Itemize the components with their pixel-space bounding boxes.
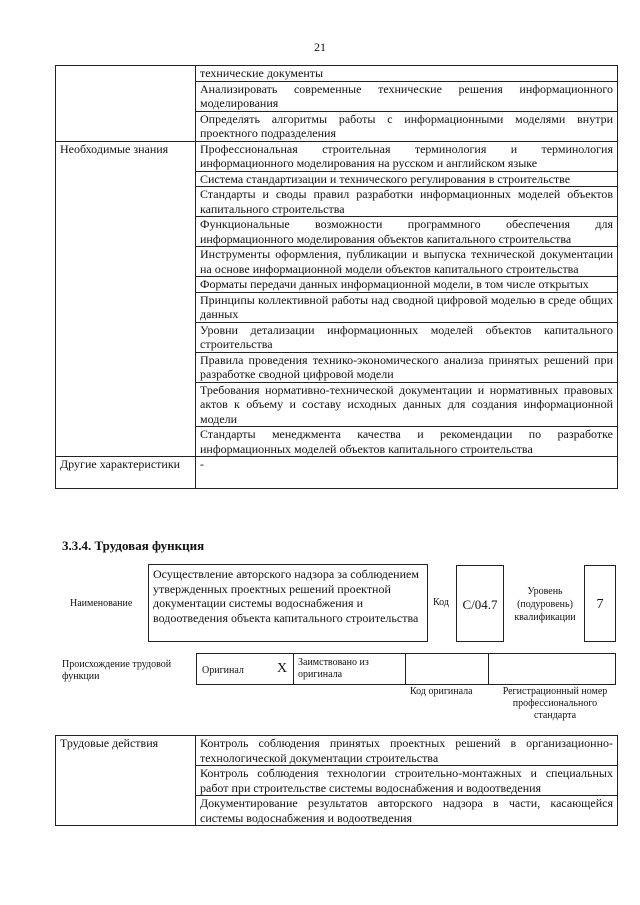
function-code: С/04.7: [456, 565, 504, 642]
original-cell: [196, 653, 294, 685]
borrowed-label: Заимствовано из оригинала: [298, 657, 369, 680]
action-item: Контроль соблюдения технологии строительно-монтажных и специальных работ при строительстве системы водоснабжения и водоотведения: [196, 766, 618, 796]
function-name: Осуществление авторского надзора за соблюдением утвержденных проектных решений проектной документации системы водоснабжения и водоотведения объекта капитального строительства: [148, 564, 428, 642]
knowledge-item: Инструменты оформления, публикации и выпуска технической документации на основе информационной модели объектов капитального строительства: [196, 247, 618, 277]
skill-item: Анализировать современные технические решения информационного моделирования: [196, 81, 618, 111]
knowledge-item: Система стандартизации и технического регулирования в строительстве: [196, 171, 618, 187]
knowledge-item: Требования нормативно-технической документации и нормативных правовых актов к объему и составу исходных данных для создания информационной модели: [196, 382, 618, 427]
actions-table: [55, 735, 618, 826]
original-mark: X: [277, 661, 288, 676]
knowledge-item: Уровни детализации информационных моделей объектов капитального строительства: [196, 322, 618, 352]
knowledge-item: Стандарты менеджмента качества и рекомендации по разработке информационных моделей объектов капитального строительства: [196, 427, 618, 457]
original-code-cell: [405, 653, 489, 685]
level-label: Уровень (подуровень) квалификации: [514, 586, 576, 623]
reg-number-cell: [488, 653, 616, 685]
borrowed-cell: [293, 653, 406, 685]
name-label: Наименование: [70, 598, 133, 609]
qualification-level: 7: [584, 565, 616, 642]
origin-label: Происхождение трудовой функции: [62, 659, 172, 682]
knowledge-table: [55, 65, 618, 489]
section-title: 3.3.4. Трудовая функция: [62, 538, 205, 553]
knowledge-item: Стандарты и своды правил разработки информационных моделей объектов капитального строительства: [196, 187, 618, 217]
other-characteristics-label: Другие характеристики: [56, 457, 196, 489]
row-label-continued: [56, 66, 196, 142]
code-label: Код: [433, 597, 449, 608]
original-label: Оригинал: [202, 665, 244, 676]
required-knowledge-label: Необходимые знания: [56, 141, 196, 457]
skill-item: Определять алгоритмы работы с информационными моделями внутри проектного подразделения: [196, 111, 618, 141]
knowledge-item: Правила проведения технико-экономического анализа принятых решений при разработке сводной цифровой модели: [196, 352, 618, 382]
action-item: Контроль соблюдения принятых проектных решений в организационно-технологической документации строительства: [196, 736, 618, 766]
reg-number-caption: Регистрационный номер профессионального стандарта: [502, 686, 608, 721]
action-item: Документирование результатов авторского надзора в части, касающейся системы водоснабжения и водоотведения: [196, 796, 618, 826]
page-number: 21: [314, 40, 326, 54]
work-actions-label: Трудовые действия: [56, 736, 196, 826]
other-characteristics-value: -: [196, 457, 618, 489]
skill-item: технические документы: [196, 66, 618, 82]
knowledge-item: Принципы коллективной работы над сводной цифровой моделью в среде общих данных: [196, 292, 618, 322]
knowledge-item: Профессиональная строительная терминология и терминология информационного моделирования на русском и английском языке: [196, 141, 618, 171]
knowledge-item: Функциональные возможности программного обеспечения для информационного моделирования объектов капитального строительства: [196, 217, 618, 247]
knowledge-item: Форматы передачи данных информационной модели, в том числе открытых: [196, 277, 618, 293]
original-code-caption: Код оригинала: [410, 686, 473, 697]
